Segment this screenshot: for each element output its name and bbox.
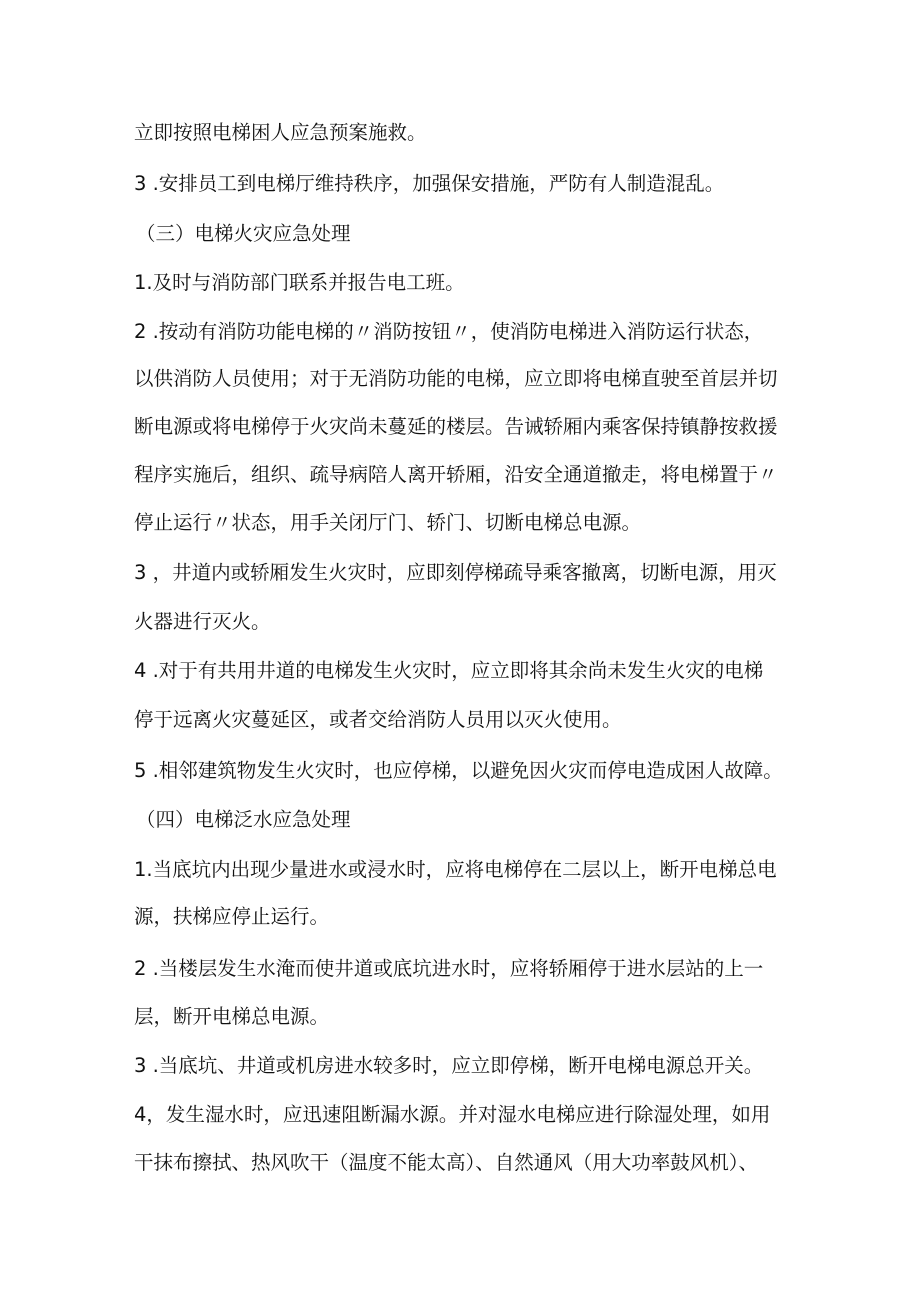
section-heading: （三）电梯火灾应急处理: [136, 222, 351, 245]
text-line: 以供消防人员使用；对于无消防功能的电梯，应立即将电梯直驶至首层并切: [134, 367, 778, 390]
text-line: 3 ，井道内或轿厢发生火灾时，应即刻停梯疏导乘客撤离，切断电源，用灭: [134, 561, 777, 584]
text-line: 1.及时与消防部门联系并报告电工班。: [134, 271, 465, 294]
text-line: 源，扶梯应停止运行。: [134, 905, 330, 928]
text-line: 停止运行〃状态，用手关闭厅门、轿门、切断电梯总电源。: [134, 511, 642, 534]
text-line: 停于远离火灾蔓延区，或者交给消防人员用以灭火使用。: [134, 708, 622, 731]
text-line: 立即按照电梯困人应急预案施救。: [134, 121, 427, 144]
text-line: 层，断开电梯总电源。: [134, 1005, 330, 1028]
text-line: 3 .安排员工到电梯厅维持秩序，加强保安措施，严防有人制造混乱。: [134, 172, 725, 195]
text-line: 2 .按动有消防功能电梯的〃消防按钮〃，使消防电梯进入消防运行状态，: [134, 320, 764, 343]
text-line: 断电源或将电梯停于火灾尚未蔓延的楼层。告诫轿厢内乘客保持镇静按救援: [134, 415, 778, 438]
text-line: 火器进行灭火。: [134, 610, 271, 633]
text-line: 程序实施后，组织、疏导病陪人离开轿厢，沿安全通道撤走，将电梯置于〃: [134, 463, 778, 486]
text-line: 4 .对于有共用井道的电梯发生火灾时，应立即将其余尚未发生火灾的电梯: [134, 659, 764, 682]
text-line: 5 .相邻建筑物发生火灾时，也应停梯，以避免因火灾而停电造成困人故障。: [134, 759, 783, 782]
text-line: 3 .当底坑、井道或机房进水较多时，应立即停梯，断开电梯电源总开关。: [134, 1054, 764, 1077]
section-heading: （四）电梯泛水应急处理: [136, 808, 351, 831]
text-line: 1.当底坑内出现少量进水或浸水时，应将电梯停在二层以上，断开电梯总电: [134, 858, 777, 881]
text-line: 2 .当楼层发生水淹而使井道或底坑进水时，应将轿厢停于进水层站的上一: [134, 957, 764, 980]
text-line: 4，发生湿水时，应迅速阻断漏水源。并对湿水电梯应进行除湿处理，如用: [134, 1103, 771, 1126]
text-line: 干抹布擦拭、热风吹干（温度不能太高）、自然通风（用大功率鼓风机）、: [134, 1151, 759, 1174]
